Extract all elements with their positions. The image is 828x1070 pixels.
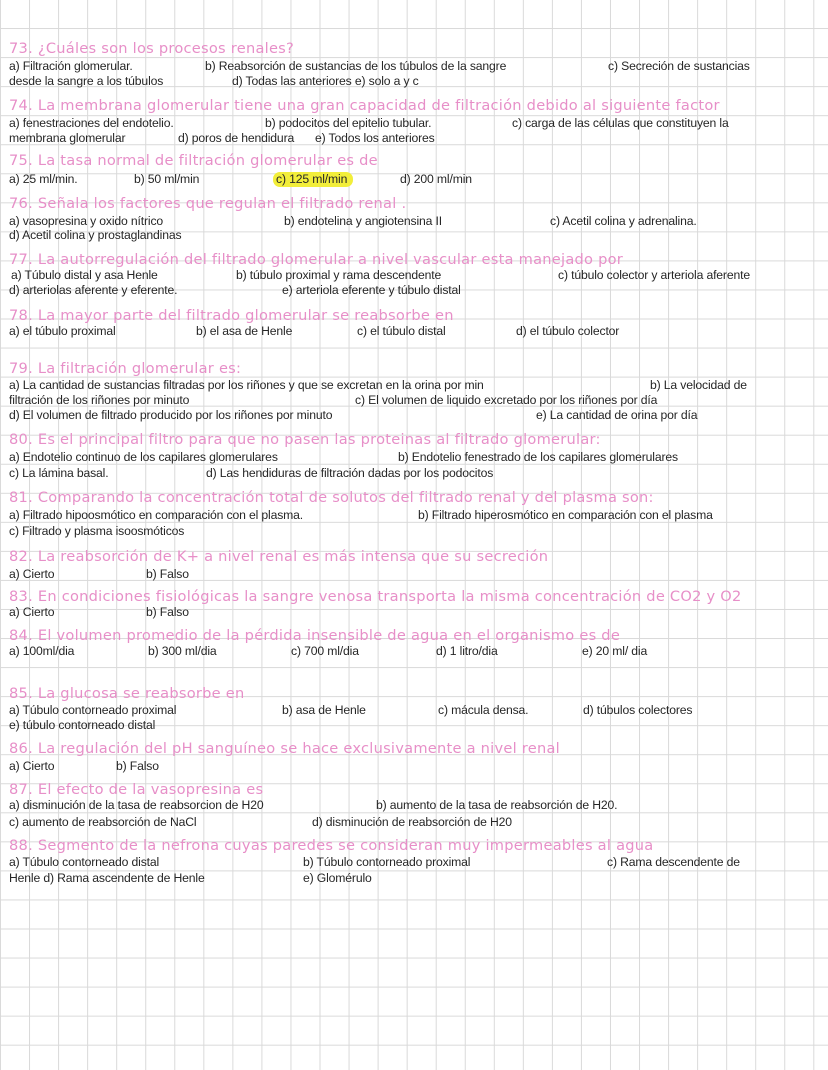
question-73-options-line-1 xyxy=(0,59,828,74)
option-d: d) el túbulo colector xyxy=(516,324,620,338)
option-d: d) poros de hendidura xyxy=(178,131,295,145)
option-a: a) el túbulo proximal xyxy=(9,324,116,338)
question-73-options-line-2 xyxy=(0,74,828,89)
option-c: c) 700 ml/dia xyxy=(291,644,359,658)
option-b: b) podocitos del epitelio tubular. xyxy=(265,116,432,130)
option-c: c) carga de las células que constituyen la xyxy=(512,116,729,130)
question-74-title: 74. La membrana glomerular tiene una gran capacidad de filtración debido al siguiente factor xyxy=(9,97,720,114)
option-c: c) Secreción de sustancias xyxy=(608,59,750,73)
option-e: e) La cantidad de orina por día xyxy=(536,408,698,422)
question-78-title: 78. La mayor parte del filtrado glomerular se reabsorbe en xyxy=(9,307,454,324)
option-e: e) Todos los anteriores xyxy=(315,131,435,145)
option-b: b) 300 ml/dia xyxy=(148,644,217,658)
question-79-options-line-2 xyxy=(0,393,828,408)
option-b: b) Túbulo contorneado proximal xyxy=(303,855,471,869)
option-a: a) Filtración glomerular. xyxy=(9,59,133,73)
option-b: b) endotelina y angiotensina II xyxy=(284,214,442,228)
option-a: a) Túbulo contorneado proximal xyxy=(9,703,177,717)
option-c: c) aumento de reabsorción de NaCl xyxy=(9,815,197,829)
question-84-options-line-1 xyxy=(0,644,828,659)
option-a: a) Cierto xyxy=(9,567,55,581)
option-b: b) 50 ml/min xyxy=(134,172,200,186)
option-d: d) El volumen de filtrado producido por los riñones por minuto xyxy=(9,408,333,422)
option-a: a) disminución de la tasa de reabsorcion de H20 xyxy=(9,798,264,812)
question-88-title: 88. Segmento de la nefrona cuyas paredes se consideran muy impermeables al agua xyxy=(9,837,654,854)
option-c: c) La lámina basal. xyxy=(9,466,109,480)
question-74-options-line-1 xyxy=(0,116,828,131)
question-81-options-line-2 xyxy=(0,524,828,539)
option-d: d) arteriolas aferente y eferente. xyxy=(9,283,178,297)
question-88-options-line-2 xyxy=(0,871,828,886)
question-76-options-line-2 xyxy=(0,228,828,243)
option-e: e) 20 ml/ dia xyxy=(582,644,648,658)
question-85-options-line-2 xyxy=(0,718,828,733)
question-79-title: 79. La filtración glomerular es: xyxy=(9,360,242,377)
option-a: a) Endotelio continuo de los capilares glomerulares xyxy=(9,450,278,464)
option-b-cont: filtración de los riñones por minuto xyxy=(9,393,190,407)
question-77-options-line-2 xyxy=(0,283,828,298)
option-d: d) Acetil colina y prostaglandinas xyxy=(9,228,182,242)
question-74-options-line-2 xyxy=(0,131,828,146)
option-c: c) Filtrado y plasma isoosmóticos xyxy=(9,524,185,538)
question-82-options-line-1 xyxy=(0,567,828,582)
question-81-title: 81. Comparando la concentración total de solutos del filtrado renal y del plasma son: xyxy=(9,489,654,506)
question-86-options-line-1 xyxy=(0,759,828,774)
option-e: e) Glomérulo xyxy=(303,871,372,885)
question-76-options-line-1 xyxy=(0,214,828,229)
question-79-options-line-1 xyxy=(0,378,828,393)
question-85-options-line-1 xyxy=(0,703,828,718)
option-b: b) La velocidad de xyxy=(650,378,747,392)
option-e: e) túbulo contorneado distal xyxy=(9,718,156,732)
option-a: a) vasopresina y oxido nítrico xyxy=(9,214,164,228)
option-a: a) Cierto xyxy=(9,759,55,773)
option-a: a) La cantidad de sustancias filtradas por los riñones y que se excretan en la orina por min xyxy=(9,378,484,392)
option-a: a) Túbulo contorneado distal xyxy=(9,855,160,869)
option-c-cont: membrana glomerular xyxy=(9,131,126,145)
question-87-options-line-2 xyxy=(0,815,828,830)
option-c: c) túbulo colector y arteriola aferente xyxy=(558,268,750,282)
option-d: d) túbulos colectores xyxy=(583,703,693,717)
option-b: b) Falso xyxy=(146,605,189,619)
option-c: c) mácula densa. xyxy=(438,703,529,717)
option-c-cont: desde la sangre a los túbulos xyxy=(9,74,164,88)
option-e: e) arteriola eferente y túbulo distal xyxy=(282,283,461,297)
option-a: a) 100ml/dia xyxy=(9,644,75,658)
question-79-options-line-3 xyxy=(0,408,828,423)
question-85-title: 85. La glucosa se reabsorbe en xyxy=(9,685,245,702)
question-80-options-line-1 xyxy=(0,450,828,465)
option-a: a) Filtrado hipoosmótico en comparación con el plasma. xyxy=(9,508,304,522)
option-b: b) Reabsorción de sustancias de los túbulos de la sangre xyxy=(205,59,507,73)
question-87-title: 87. El efecto de la vasopresina es xyxy=(9,781,264,798)
option-d-e: d) Todas las anteriores e) solo a y c xyxy=(232,74,419,88)
option-b: b) Endotelio fenestrado de los capilares glomerulares xyxy=(398,450,678,464)
question-77-title: 77. La autorregulación del filtrado glomerular a nivel vascular esta manejado por xyxy=(9,251,624,268)
question-83-options-line-1 xyxy=(0,605,828,620)
question-73-title: 73. ¿Cuáles son los procesos renales? xyxy=(9,40,295,57)
option-d: d) Las hendiduras de filtración dadas por los podocitos xyxy=(206,466,494,480)
question-81-options-line-1 xyxy=(0,508,828,523)
option-d: d) disminución de reabsorción de H20 xyxy=(312,815,512,829)
option-b: b) Falso xyxy=(146,567,189,581)
question-76-title: 76. Señala los factores que regulan el filtrado renal . xyxy=(9,195,407,212)
question-84-title: 84. El volumen promedio de la pérdida insensible de agua en el organismo es de xyxy=(9,627,621,644)
question-80-title: 80. Es el principal filtro para que no pasen las proteinas al filtrado glomerular: xyxy=(9,431,601,448)
option-a: a) 25 ml/min. xyxy=(9,172,78,186)
option-b: b) asa de Henle xyxy=(282,703,366,717)
option-b: b) aumento de la tasa de reabsorción de H20. xyxy=(376,798,618,812)
option-c-cont-d: Henle d) Rama ascendente de Henle xyxy=(9,871,205,885)
question-83-title: 83. En condiciones fisiológicas la sangre venosa transporta la misma concentración de CO2 y O2 xyxy=(9,588,742,605)
option-c-highlighted: c) 125 ml/min xyxy=(273,172,353,187)
question-75-title: 75. La tasa normal de filtración glomerular es de xyxy=(9,152,378,169)
option-b: b) Falso xyxy=(116,759,159,773)
option-a: a) fenestraciones del endotelio. xyxy=(9,116,174,130)
question-88-options-line-1 xyxy=(0,855,828,870)
option-d: d) 200 ml/min xyxy=(400,172,472,186)
question-75-options-line-1 xyxy=(0,172,828,187)
question-86-title: 86. La regulación del pH sanguíneo se hace exclusivamente a nivel renal xyxy=(9,740,560,757)
option-c: c) Acetil colina y adrenalina. xyxy=(550,214,697,228)
option-a: a) Cierto xyxy=(9,605,55,619)
option-c: c) Rama descendente de xyxy=(607,855,740,869)
question-78-options-line-1 xyxy=(0,324,828,339)
option-b: b) Filtrado hiperosmótico en comparación con el plasma xyxy=(418,508,713,522)
question-82-title: 82. La reabsorción de K+ a nivel renal es más intensa que su secreción xyxy=(9,548,549,565)
question-80-options-line-2 xyxy=(0,466,828,481)
question-77-options-line-1 xyxy=(0,268,828,283)
option-c: c) El volumen de liquido excretado por los riñones por día xyxy=(355,393,658,407)
option-d: d) 1 litro/dia xyxy=(436,644,498,658)
option-b: b) el asa de Henle xyxy=(196,324,293,338)
option-c: c) el túbulo distal xyxy=(357,324,446,338)
option-b: b) túbulo proximal y rama descendente xyxy=(236,268,442,282)
question-87-options-line-1 xyxy=(0,798,828,813)
option-a: a) Túbulo distal y asa Henle xyxy=(11,268,158,282)
